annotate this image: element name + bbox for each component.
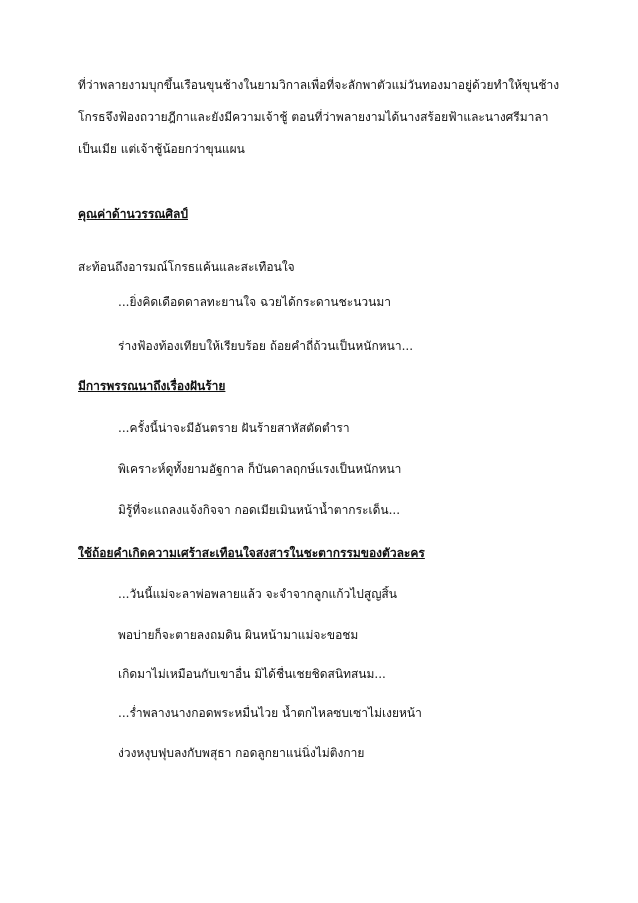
quote1-line-1: ...ยิ่งคิดเดือดดาลทะยานใจ ฉวยได้กระดานชะนวนมา: [118, 295, 392, 309]
quote2-line-3: มิรู้ที่จะแถลงแจ้งกิจจา กอดเมียเมินหน้าน้ำตากระเด็น...: [118, 503, 401, 517]
quote1-line-2: ร่างฟ้องท้องเทียบให้เรียบร้อย ถ้อยคำถี่ถ้วนเป็นหนักหนา...: [118, 339, 414, 353]
intro-line-2: โกรธจึงฟ้องถวายฎีกาและยังมีความเจ้าชู้ ตอนที่ว่าพลายงามได้นางสร้อยฟ้าและนางศรีมาลา: [78, 110, 549, 124]
intro-line-1: ที่ว่าพลายงามบุกขึ้นเรือนขุนช้างในยามวิกาลเพื่อที่จะลักพาตัวแม่วันทองมาอยู่ด้วยทำให้ขุนช้าง: [78, 78, 560, 92]
subsection-intro: สะท้อนถึงอารมณ์โกรธแค้นและสะเทือนใจ: [78, 260, 295, 274]
quote3-line-2: พอบ่ายก็จะตายลงถมดิน ผินหน้ามาแม่จะขอชม: [118, 628, 359, 642]
quote3-line-5: ง่วงหงุบฟุบลงกับพสุธา กอดลูกยาแน่นิ่งไม่ติงกาย: [118, 746, 365, 760]
heading-nightmare: มีการพรรณนาถึงเรื่องฝันร้าย: [78, 379, 226, 393]
quote3-line-1: ...วันนี้แม่จะลาพ่อพลายแล้ว จะจำจากลูกแก้วไปสูญสิ้น: [118, 587, 397, 601]
heading-sorrow: ใช้ถ้อยคำเกิดความเศร้าสะเทือนใจสงสารในชะตากรรมของตัวละคร: [78, 546, 425, 560]
intro-line-3: เป็นเมีย แต่เจ้าชู้น้อยกว่าขุนแผน: [78, 142, 245, 156]
section-title: คุณค่าด้านวรรณศิลป์: [78, 207, 189, 221]
quote2-line-2: พิเคราะห์ดูทั้งยามอัฐกาล ก็บันดาลฤกษ์แรงเป็นหนักหนา: [118, 462, 402, 476]
quote3-line-4: ...ร่ำพลางนางกอดพระหมื่นไวย น้ำตกไหลซบเซาไม่เงยหน้า: [118, 706, 422, 720]
quote2-line-1: ...ครั้งนี้น่าจะมีอันตราย ฝันร้ายสาหัสตัดตำรา: [118, 421, 350, 435]
quote3-line-3: เกิดมาไม่เหมือนกับเขาอื่น มิได้ชื่นเชยชิดสนิทสนม...: [118, 667, 386, 681]
